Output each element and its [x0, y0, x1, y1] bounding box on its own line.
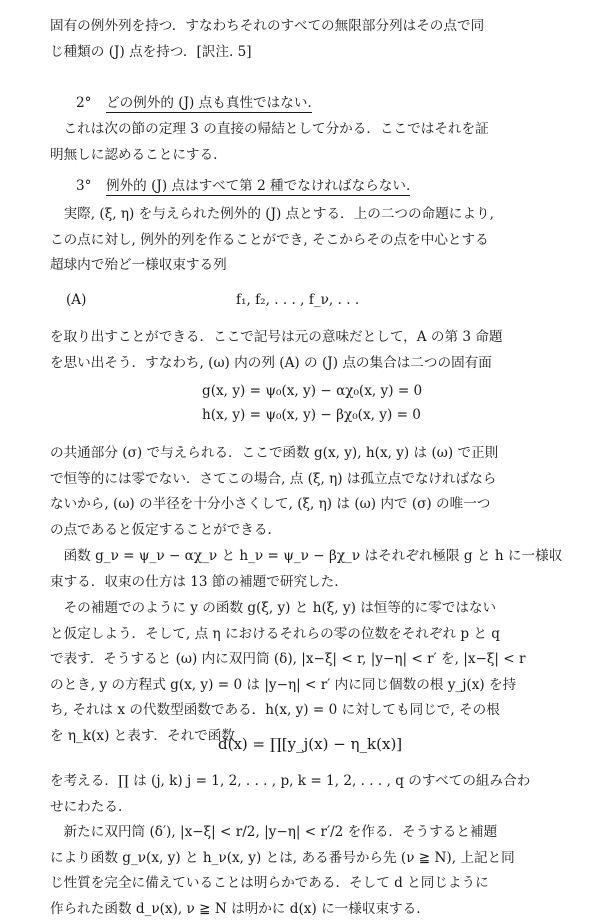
- paragraph-2: [50, 117, 576, 168]
- text-line: ないから, (ω) の半径を十分小さくして, (ξ, η) は (ω) 内で (σ) の唯一つ: [50, 496, 491, 513]
- text-line: の共通部分 (σ) で与えられる．ここで函数 g(x, y), h(x, y) は (ω) で正則: [50, 445, 499, 461]
- paragraph-9: [50, 820, 576, 922]
- text-line: の点であると仮定することができる.: [50, 521, 272, 538]
- text-line: せにわたる.: [50, 798, 123, 815]
- text-line: ち, それは x の代数型函数である．h(x, y) = 0 に対しても同じで, その根: [50, 702, 500, 719]
- text-line: その補題でのように y の函数 g(ξ, y) と h(ξ, y) は恒等的に零ではない: [50, 600, 497, 616]
- heading-2: [76, 91, 312, 117]
- paragraph-4: [50, 325, 576, 376]
- text-line: を考える．∏ は (j, k) j = 1, 2, . . . , p, k = 1, 2, . . . , q のすべての組み合わ: [50, 773, 531, 789]
- equation-h: h(x, y) = ψ₀(x, y) − βχ₀(x, y) = 0: [202, 407, 421, 423]
- text-line: で表す．そうすると (ω) 内に双円筒 (δ), |x−ξ| < r, |y−η| < r′ を, |x−ξ| < r: [50, 651, 526, 668]
- text-line: 函数 g_ν = ψ_ν − αχ_ν と h_ν = ψ_ν − βχ_ν はそれぞれ極限 g と h に一様収: [50, 548, 563, 564]
- sequence-expression: f₁, f₂, . . . , f_ν, . . .: [236, 292, 360, 308]
- text-line: じ性質を完全に備えていることは明らかである．そして d と同じように: [50, 875, 489, 892]
- sequence-tag: (A): [66, 292, 87, 308]
- text-line: 束する．収束の仕方は 13 節の補題で研究した.: [50, 573, 339, 590]
- text-line: で恒等的には零でない．さてこの場合, 点 (ξ, η) は孤立点でなければなら: [50, 470, 497, 487]
- text-line: この点に対し, 例外的列を作ることができ, そこからその点を中心とする: [50, 231, 489, 248]
- text-line: のとき, y の方程式 g(x, y) = 0 は |y−η| < r′ 内に同じ個数の根 y_j(x) を持: [50, 676, 517, 693]
- text-line: と仮定しよう．そして, 点 η におけるそれらの零の位数をそれぞれ p と q: [50, 625, 501, 642]
- text-line: 新たに双円筒 (δ′), |x−ξ| < r/2, |y−η| < r′/2 を作る．そうすると補題: [50, 824, 498, 840]
- paragraph-6: [50, 544, 576, 595]
- equation-g: g(x, y) = ψ₀(x, y) − αχ₀(x, y) = 0: [202, 383, 423, 399]
- heading-title: どの例外的 (J) 点も真性ではない.: [106, 95, 312, 111]
- paragraph-7: [50, 596, 576, 750]
- text-line: 固有の例外列を持つ．すなわちそれのすべての無限部分列はその点で同: [50, 18, 485, 34]
- heading-3: [76, 174, 410, 200]
- heading-title: 例外的 (J) 点はすべて第 2 種でなければならない.: [106, 178, 411, 194]
- paragraph-8: [50, 769, 576, 820]
- equation-d: d(x) = ∏[y_j(x) − η_k(x)]: [218, 735, 403, 753]
- text-line: じ種類の (J) 点を持つ．[訳注. 5]: [50, 43, 252, 60]
- heading-number: 2°: [76, 95, 92, 111]
- heading-number: 3°: [76, 178, 92, 194]
- text-line: 実際, (ξ, η) を与えられた例外的 (J) 点とする．上の二つの命題により,: [50, 206, 494, 222]
- paragraph-1: [50, 14, 576, 65]
- text-line: 明無しに認めることにする.: [50, 146, 218, 163]
- text-line: を取り出すことができる．ここで記号は元の意味だとして，A の第 3 命題: [50, 329, 503, 345]
- text-line: を思い出そう．すなわち, (ω) 内の列 (A) の (J) 点の集合は二つの固有面: [50, 354, 492, 371]
- paragraph-5: [50, 441, 576, 543]
- text-line: 超球内で殆ど一様収束する列: [50, 257, 227, 274]
- text-line: を η_k(x) と表す．それで函数: [50, 727, 235, 744]
- text-line: 作られた函数 d_ν(x), ν ≧ N は明かに d(x) に一様収束する.: [50, 900, 421, 917]
- text-line: これは次の節の定理 3 の直接の帰結として分かる．ここではそれを証: [50, 121, 489, 137]
- paragraph-3: [50, 202, 576, 279]
- text-line: により函数 g_ν(x, y) と h_ν(x, y) とは, ある番号から先 (ν ≧ N), 上記と同: [50, 849, 515, 866]
